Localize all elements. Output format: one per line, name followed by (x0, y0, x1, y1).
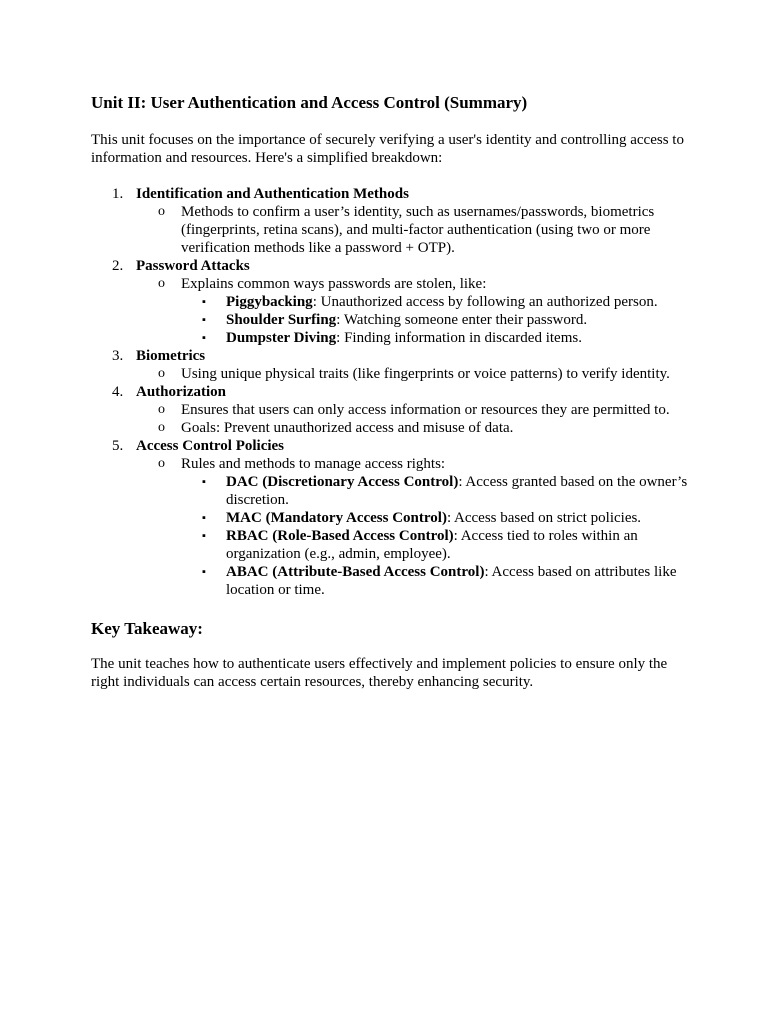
intro-paragraph: This unit focuses on the importance of securely verifying a user's identity and controlling access to information and resources. Here's a simplified breakdown: (91, 132, 684, 166)
term-label: Piggybacking (226, 294, 313, 310)
section-title: Biometrics (136, 348, 206, 364)
section-title: Authorization (136, 384, 226, 400)
bullet-list (136, 275, 691, 347)
section-number: 5. (112, 438, 124, 454)
sub-bullet-item (181, 473, 691, 509)
square-bullet-icon: ▪ (202, 314, 206, 326)
section-item (91, 383, 691, 437)
term-description: : Unauthorized access by following an authorized person. (312, 294, 658, 310)
term-label: Dumpster Diving (226, 330, 337, 346)
hollow-bullet-icon: o (158, 456, 165, 471)
square-bullet-icon: ▪ (202, 332, 206, 344)
key-takeaway-paragraph: The unit teaches how to authenticate users effectively and implement policies to ensure only the right individuals can access certain resources, thereby enhancing security. (91, 656, 668, 690)
term-description: : Access granted based on the owner’s discretion. (226, 474, 688, 508)
term-description: : Access based on strict policies. (446, 510, 642, 526)
term-description: : Watching someone enter their password. (336, 312, 588, 328)
square-bullet-icon: ▪ (202, 566, 206, 578)
square-bullet-icon: ▪ (202, 530, 206, 542)
bullet-list (136, 365, 691, 383)
bullet-text: Goals: Prevent unauthorized access and misuse of data. (181, 420, 514, 436)
section-item (91, 185, 691, 257)
bullet-text: Explains common ways passwords are stolen, like: (181, 276, 487, 292)
sub-bullet-item (181, 563, 691, 599)
term-label: ABAC (Attribute-Based Access Control) (226, 564, 485, 580)
square-bullet-icon: ▪ (202, 476, 206, 488)
bullet-text: Methods to confirm a user’s identity, such as usernames/passwords, biometrics (fingerprints, retina scans), and multi-factor authentication (using two or more verification methods like a password + OTP). (181, 204, 655, 256)
sub-bullet-item (181, 293, 691, 311)
sections-list (91, 185, 691, 599)
sub-bullet-item (181, 311, 691, 329)
section-item (91, 437, 691, 599)
term-description: : Access based on attributes like location or time. (226, 564, 677, 598)
section-number: 1. (112, 186, 124, 202)
hollow-bullet-icon: o (158, 204, 165, 219)
section-title: Password Attacks (136, 258, 250, 274)
term-label: Shoulder Surfing (226, 312, 337, 328)
bullet-text: Using unique physical traits (like fingerprints or voice patterns) to verify identity. (181, 366, 670, 382)
term-label: DAC (Discretionary Access Control) (226, 474, 459, 490)
section-title: Access Control Policies (136, 438, 285, 454)
hollow-bullet-icon: o (158, 276, 165, 291)
section-number: 3. (112, 348, 124, 364)
bullet-text: Rules and methods to manage access rights: (181, 456, 446, 472)
term-description: : Finding information in discarded items. (336, 330, 582, 346)
bullet-item (136, 419, 691, 437)
bullet-item (136, 401, 691, 419)
bullet-item (136, 455, 691, 599)
hollow-bullet-icon: o (158, 402, 165, 417)
section-item (91, 257, 691, 347)
bullet-list (136, 203, 691, 257)
sub-bullet-item (181, 509, 691, 527)
term-label: MAC (Mandatory Access Control) (226, 510, 447, 526)
section-number: 4. (112, 384, 124, 400)
bullet-item (136, 203, 691, 257)
sub-bullet-list (181, 293, 691, 347)
section-number: 2. (112, 258, 124, 274)
bullet-text: Ensures that users can only access information or resources they are permitted to. (181, 402, 670, 418)
sub-bullet-item (181, 527, 691, 563)
key-takeaway-heading: Key Takeaway: (91, 619, 203, 638)
term-label: RBAC (Role-Based Access Control) (226, 528, 454, 544)
bullet-list (136, 455, 691, 599)
square-bullet-icon: ▪ (202, 296, 206, 308)
hollow-bullet-icon: o (158, 366, 165, 381)
bullet-item (136, 365, 691, 383)
sub-bullet-list (181, 473, 691, 599)
section-title: Identification and Authentication Methods (136, 186, 409, 202)
bullet-item (136, 275, 691, 347)
term-description: : Access tied to roles within an organization (e.g., admin, employee). (226, 528, 638, 562)
sub-bullet-item (181, 329, 691, 347)
bullet-list (136, 401, 691, 437)
section-item (91, 347, 691, 383)
square-bullet-icon: ▪ (202, 512, 206, 524)
page-title: Unit II: User Authentication and Access Control (Summary) (91, 93, 528, 112)
hollow-bullet-icon: o (158, 420, 165, 435)
